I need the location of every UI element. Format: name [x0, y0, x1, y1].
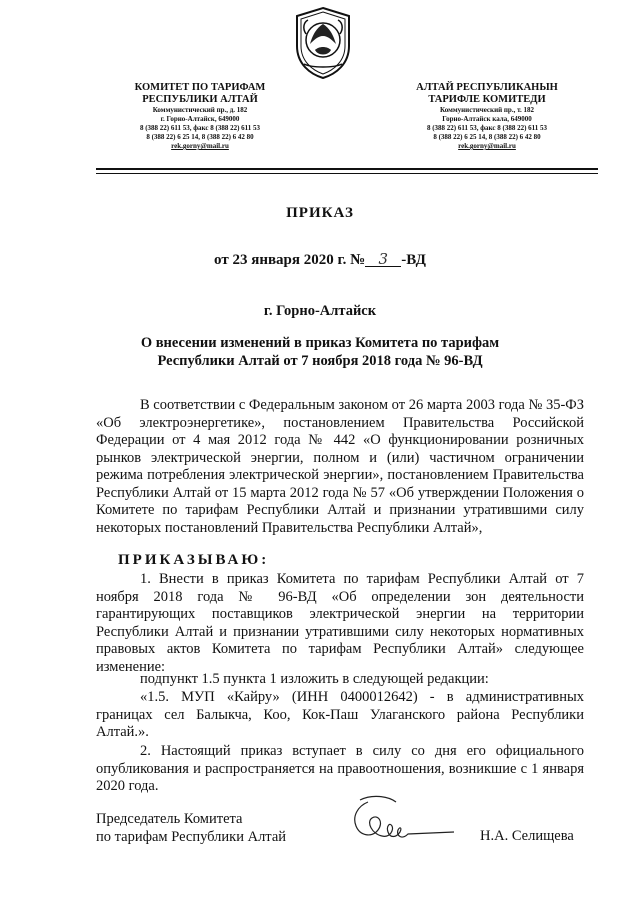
org-name-line1: АЛТАЙ РЕСПУБЛИКАНЫН	[416, 82, 558, 93]
org-city: Горно-Алтайск кала, 649000	[442, 115, 532, 123]
order-keyword: ПРИКАЗЫВАЮ:	[118, 552, 270, 568]
handwritten-signature	[338, 792, 458, 852]
org-name-line1: КОМИТЕТ ПО ТАРИФАМ	[134, 82, 266, 93]
document-subject: О внесении изменений в приказ Комитета по тарифам Республики Алтай от 7 ноября 2018 года № 96-ВД	[140, 335, 500, 369]
signatory-position	[96, 810, 286, 846]
preamble-paragraph: В соответствии с Федеральным законом от 26 марта 2003 года № 35-ФЗ «Об электроэнергетике», постановлением Правительства Российской Федерации от 4 мая 2012 года № 442 «О функционировании розничных рынков электрической энергии, полном и (или) частичном ограничении режима потребления электрической энергии», постановлением Правительства Республики Алтай от 15 марта 2012 года № 57 «Об утверждении Положения о Комитете по тарифам Республики Алтай и признании утратившими силу некоторых постановлений Правительства Республики Алтай»,	[96, 397, 584, 536]
header-divider-thick	[96, 168, 598, 170]
item-1-paragraph: 1. Внести в приказ Комитета по тарифам Республики Алтай от 7 ноября 2018 года № 96-ВД «Об определении зон деятельности гарантирующих поставщиков электрической энергии на территории Республики Алтай и признании утратившими силу некоторых нормативных правовых актов Комитета по тарифам Республики Алтай» следующее изменение:	[96, 571, 584, 675]
number-suffix: -ВД	[401, 252, 426, 268]
signatory-name: Н.А. Селищева	[480, 828, 574, 844]
document-number: 3	[365, 252, 401, 267]
document-title: ПРИКАЗ	[286, 205, 354, 221]
header-divider-thin	[96, 173, 598, 174]
org-address: Коммунистический пр., т. 182	[440, 106, 534, 114]
date-prefix: от 23 января 2020 г. №	[214, 252, 366, 268]
org-city: г. Горно-Алтайск, 649000	[160, 115, 240, 123]
item-2-paragraph: 2. Настоящий приказ вступает в силу со дня его официального опубликования и распространяется на правоотношения, возникшие с 1 января 2020 года.	[96, 743, 584, 794]
org-email: rek.gorny@mail.ru	[458, 142, 516, 150]
position-line1: Председатель Комитета	[96, 811, 243, 827]
header-right	[372, 82, 602, 151]
org-phone1: 8 (388 22) 611 53, факс 8 (388 22) 611 53	[426, 124, 548, 132]
org-phone2: 8 (388 22) 6 25 14, 8 (388 22) 6 42 80	[433, 133, 541, 141]
header-left	[85, 82, 315, 151]
subitem-intro: подпункт 1.5 пункта 1 изложить в следующей редакции:	[140, 671, 489, 687]
org-phone1: 8 (388 22) 611 53, факс 8 (388 22) 611 53	[139, 124, 261, 132]
issue-city: г. Горно-Алтайск	[263, 303, 377, 319]
date-and-number-line	[0, 252, 640, 269]
org-name-line2: РЕСПУБЛИКИ АЛТАЙ	[142, 94, 258, 105]
org-address: Коммунистический пр., д. 182	[152, 106, 248, 114]
coat-of-arms-emblem	[292, 6, 354, 80]
org-phone2: 8 (388 22) 6 25 14, 8 (388 22) 6 42 80	[146, 133, 254, 141]
position-line2: по тарифам Республики Алтай	[96, 829, 287, 845]
org-name-line2: ТАРИФЛЕ КОМИТЕДИ	[428, 94, 546, 105]
subitem-text: «1.5. МУП «Кайру» (ИНН 0400012642) - в административных границах сел Балыкча, Коо, Кок-Паш Улаганского района Республики Алтай.».	[96, 689, 584, 740]
org-email: rek.gorny@mail.ru	[171, 142, 229, 150]
